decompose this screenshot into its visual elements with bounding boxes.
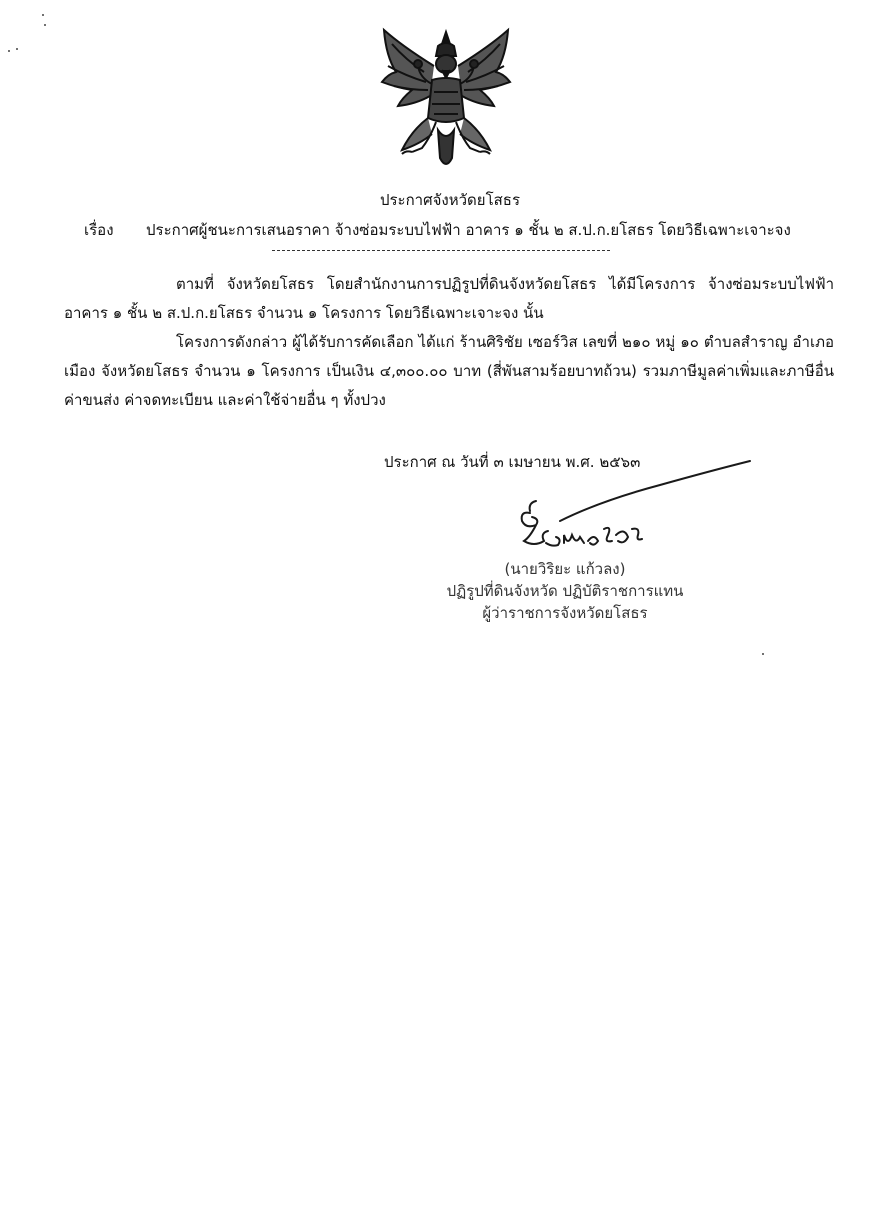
body-paragraph-2: [64, 328, 834, 415]
scan-speck: [42, 14, 44, 16]
scan-speck: [8, 50, 10, 52]
signer-position-line-1: ปฏิรูปที่ดินจังหวัด ปฏิบัติราชการแทน: [446, 582, 684, 600]
signer-block: [420, 558, 710, 624]
dashed-divider: [272, 250, 610, 251]
subject-text: ประกาศผู้ชนะการเสนอราคา จ้างซ่อมระบบไฟฟ้า อาคาร ๑ ชั้น ๒ ส.ป.ก.ยโสธร โดยวิธีเฉพาะเจาะจง: [146, 221, 791, 239]
signer-position-line-2: ผู้ว่าราชการจังหวัดยโสธร: [482, 604, 648, 622]
handwritten-signature: [500, 455, 760, 565]
subject-label: เรื่อง: [84, 221, 114, 239]
scan-speck: [762, 653, 764, 655]
body-paragraph-1: [64, 270, 834, 328]
garuda-emblem-icon: [372, 26, 520, 174]
paragraph-1-text: ตามที่ จังหวัดยโสธร โดยสำนักงานการปฏิรูปที่ดินจังหวัดยโสธร ได้มีโครงการ จ้างซ่อมระบบไฟฟ้า อาคาร ๑ ชั้น ๒ ส.ป.ก.ยโสธร จำนวน ๑ โครงการ โดยวิธีเฉพาะเจาะจง นั้น: [64, 275, 834, 322]
signer-name: (นายวิริยะ แก้วลง): [504, 560, 626, 578]
scan-speck: [44, 24, 46, 26]
paragraph-2-text: โครงการดังกล่าว ผู้ได้รับการคัดเลือก ได้แก่ ร้านศิริชัย เซอร์วิส เลขที่ ๒๑๐ หมู่ ๑๐ ตำบลสำราญ อำเภอเมือง จังหวัดยโสธร จำนวน ๑ โครงการ เป็นเงิน ๔,๓๐๐.๐๐ บาท (สี่พันสามร้อยบาทถ้วน) รวมภาษีมูลค่าเพิ่มและภาษีอื่น ค่าขนส่ง ค่าจดทะเบียน และค่าใช้จ่ายอื่น ๆ ทั้งปวง: [64, 333, 834, 409]
scan-speck: [16, 48, 18, 50]
announcement-title: ประกาศจังหวัดยโสธร: [379, 191, 521, 209]
announcement-date: ประกาศ ณ วันที่ ๓ เมษายน พ.ศ. ๒๕๖๓: [384, 453, 641, 471]
subject-line: [84, 218, 844, 242]
